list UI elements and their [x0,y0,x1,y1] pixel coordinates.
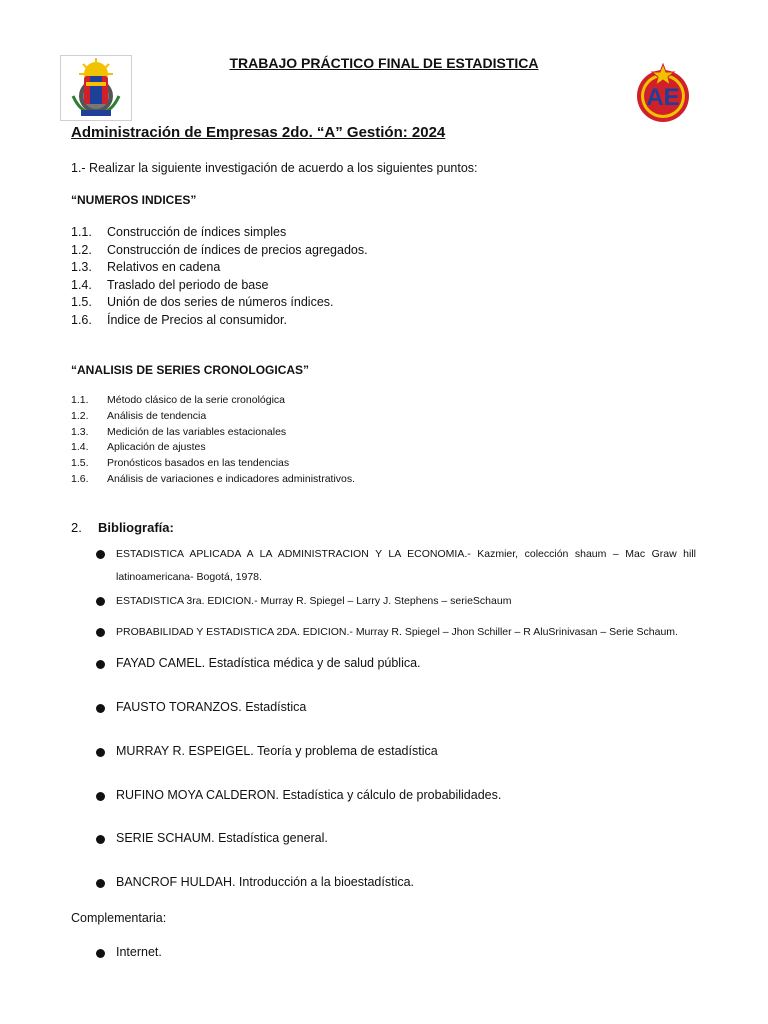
bibliography-item: ESTADISTICA 3ra. EDICION.- Murray R. Spiegel – Larry J. Stephens – serieSchaum [96,590,696,613]
complementary-item: Internet. [96,945,696,959]
bullet-icon [96,597,105,606]
bibliography-heading [71,520,174,535]
bibliography-item: SERIE SCHAUM. Estadística general. [96,831,696,845]
bibliography-item: PROBABILIDAD Y ESTADISTICA 2DA. EDICION.- Murray R. Spiegel – Jhon Schiller – R AluSrinivasan – Serie Schaum. [96,621,696,644]
bullet-icon [96,660,105,669]
bullet-icon [96,792,105,801]
ae-logo-text: AE [646,84,680,111]
list-item: 1.4. Traslado del periodo de base [71,277,269,292]
complementary-label: Complementaria: [71,911,167,925]
list-item: 1.5. Unión de dos series de números índices. [71,295,334,309]
bullet-icon [96,550,105,559]
bullet-icon [96,879,105,888]
bibliography-item: MURRAY R. ESPEIGEL. Teoría y problema de estadística [96,744,696,758]
intro-text: 1.- Realizar la siguiente investigación de acuerdo a los siguientes puntos: [71,161,478,175]
list-item: 1.3. Relativos en cadena [71,260,221,274]
bibliography-item: FAYAD CAMEL. Estadística médica y de salud pública. [96,656,696,670]
bullet-icon [96,949,105,958]
bibliography-item: FAUSTO TORANZOS. Estadística [96,700,696,714]
bibliography-item: ESTADISTICA APLICADA A LA ADMINISTRACION Y LA ECONOMIA.- Kazmier, colección shaum – Mac Graw hill latinoamericana- Bogotá, 1978. [96,543,696,589]
bullet-icon [96,748,105,757]
list-item: 1.6. Índice de Precios al consumidor. [71,312,287,327]
section1-list [71,225,368,330]
section1-heading: “NUMEROS INDICES” [71,193,197,207]
list-item: 1.5. Pronósticos basados en las tendencias [71,457,290,470]
list-item: 1.2. Construcción de índices de precios agregados. [71,242,368,257]
list-item: 1.1. Construcción de índices simples [71,225,287,239]
document-subtitle: Administración de Empresas 2do. “A” Gestión: 2024 [71,124,446,141]
section2-list [71,394,355,489]
bullet-icon [96,704,105,713]
bibliography-number: 2. [71,520,82,535]
bullet-icon [96,835,105,844]
list-item: 1.1. Método clásico de la serie cronológica [71,394,286,406]
bibliography-title: Bibliografía: [98,520,174,535]
list-item: 1.4. Aplicación de ajustes [71,441,206,454]
bibliography-item: BANCROF HULDAH. Introducción a la bioestadística. [96,875,696,889]
section2-heading: “ANALISIS DE SERIES CRONOLOGICAS” [71,363,310,377]
document-title: TRABAJO PRÁCTICO FINAL DE ESTADISTICA [229,55,539,71]
bullet-icon [96,628,105,637]
list-item: 1.6. Análisis de variaciones e indicadores administrativos. [71,472,356,485]
list-item: 1.3. Medición de las variables estacionales [71,425,287,438]
bibliography-item: RUFINO MOYA CALDERON. Estadística y cálculo de probabilidades. [96,788,696,802]
list-item: 1.2. Análisis de tendencia [71,409,207,422]
